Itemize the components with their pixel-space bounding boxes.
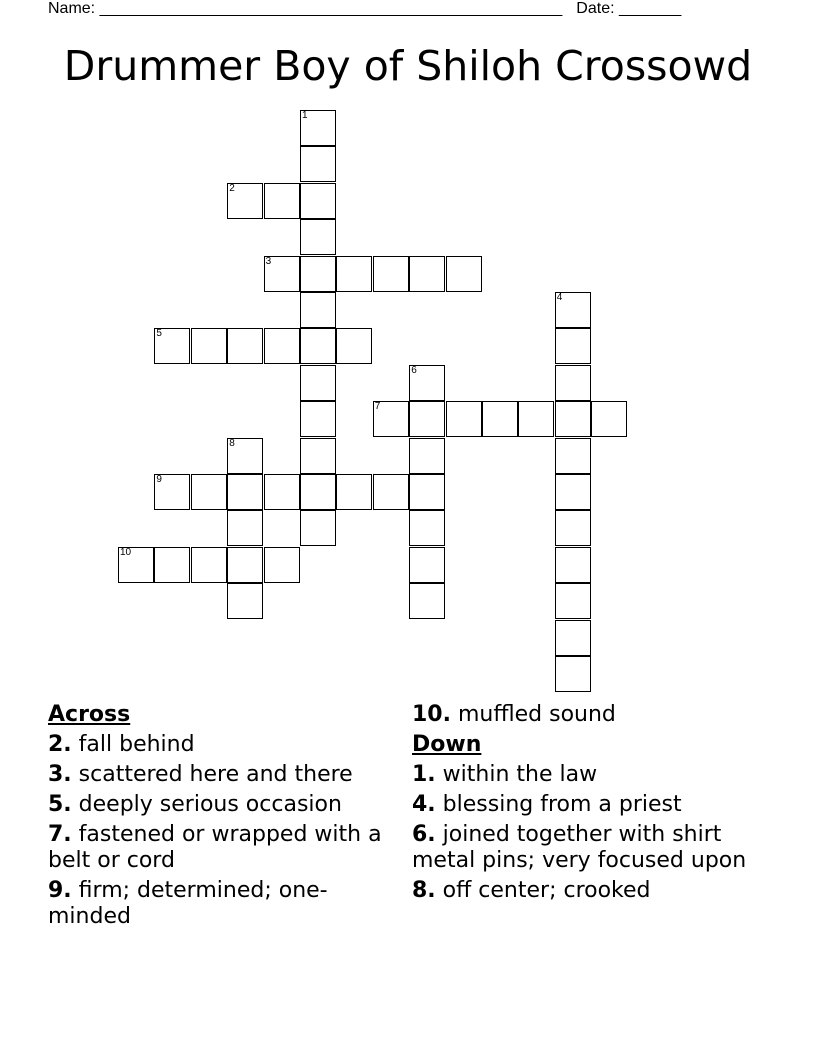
crossword-cell[interactable]	[373, 474, 409, 510]
crossword-cell[interactable]	[227, 547, 263, 583]
clue-across-7	[48, 822, 398, 874]
crossword-cell[interactable]	[300, 146, 336, 182]
crossword-cell[interactable]	[300, 219, 336, 255]
crossword-cell[interactable]	[227, 183, 263, 219]
crossword-cell[interactable]	[227, 438, 263, 474]
crossword-cell[interactable]	[555, 365, 591, 401]
crossword-cell[interactable]	[555, 438, 591, 474]
clue-text: deeply serious occasion	[78, 792, 342, 817]
crossword-cell[interactable]	[191, 547, 227, 583]
crossword-cell[interactable]	[555, 547, 591, 583]
crossword-cell[interactable]	[555, 620, 591, 656]
clue-text: off center; crooked	[442, 878, 651, 903]
clue-number-label: 4	[556, 292, 563, 303]
crossword-cell[interactable]	[591, 401, 627, 437]
clue-number: 5.	[48, 792, 72, 817]
clue-number: 10.	[412, 702, 451, 727]
crossword-cell[interactable]	[300, 292, 336, 328]
crossword-cell[interactable]	[409, 365, 445, 401]
crossword-cell[interactable]	[373, 401, 409, 437]
crossword-cell[interactable]	[300, 328, 336, 364]
crossword-cell[interactable]	[409, 256, 445, 292]
clue-number: 1.	[412, 762, 436, 787]
crossword-cell[interactable]	[518, 401, 554, 437]
crossword-cell[interactable]	[227, 474, 263, 510]
crossword-cell[interactable]	[300, 365, 336, 401]
down-heading: Down	[412, 732, 482, 757]
clue-text: muffled sound	[457, 702, 616, 727]
across-heading: Across	[48, 702, 131, 727]
crossword-cell[interactable]	[118, 547, 154, 583]
crossword-cell[interactable]	[300, 474, 336, 510]
clue-down-8	[412, 878, 782, 904]
crossword-cell[interactable]	[264, 328, 300, 364]
clue-text: joined together with shirt metal pins; very focused upon	[412, 822, 747, 873]
clue-number: 9.	[48, 878, 72, 903]
page-title: Drummer Boy of Shiloh Crossowd	[63, 42, 753, 90]
clue-text: within the law	[442, 762, 598, 787]
clue-down-1	[412, 762, 782, 788]
crossword-cell[interactable]	[409, 474, 445, 510]
crossword-cell[interactable]	[191, 328, 227, 364]
clue-number: 2.	[48, 732, 72, 757]
crossword-cell[interactable]	[373, 256, 409, 292]
clue-across-5	[48, 792, 398, 818]
clue-number-label: 8	[229, 437, 235, 449]
clues-column-left	[48, 702, 398, 934]
crossword-cell[interactable]	[264, 256, 300, 292]
clue-text: firm; determined; one-minded	[48, 878, 328, 929]
crossword-cell[interactable]	[409, 583, 445, 619]
crossword-cell[interactable]	[264, 474, 300, 510]
crossword-cell[interactable]	[482, 401, 518, 437]
clue-number-label: 5	[156, 328, 162, 340]
clue-number: 6.	[412, 822, 436, 847]
clue-number: 4.	[412, 792, 436, 817]
clue-number: 7.	[48, 822, 72, 847]
clue-down-4	[412, 792, 782, 818]
clue-number: 8.	[412, 878, 436, 903]
crossword-cell[interactable]	[555, 474, 591, 510]
crossword-cell[interactable]	[154, 474, 190, 510]
clue-across-9	[48, 878, 398, 930]
crossword-cell[interactable]	[300, 183, 336, 219]
clue-number-label: 3	[265, 255, 272, 267]
crossword-cell[interactable]	[555, 292, 591, 328]
crossword-cell[interactable]	[555, 656, 591, 692]
crossword-cell[interactable]	[336, 256, 372, 292]
clue-text: scattered here and there	[78, 762, 353, 787]
crossword-cell[interactable]	[300, 510, 336, 546]
clue-number-label: 2	[229, 182, 235, 194]
crossword-cell[interactable]	[409, 438, 445, 474]
clue-across-10	[412, 702, 782, 728]
clue-down-6	[412, 822, 782, 874]
crossword-cell[interactable]	[264, 547, 300, 583]
crossword-cell[interactable]	[336, 328, 372, 364]
clue-number-label: 9	[156, 474, 162, 485]
crossword-cell[interactable]	[336, 474, 372, 510]
crossword-cell[interactable]	[409, 510, 445, 546]
clue-across-2	[48, 732, 398, 758]
clue-across-3	[48, 762, 398, 788]
crossword-cell[interactable]	[555, 510, 591, 546]
crossword-cell[interactable]	[300, 401, 336, 437]
crossword-cell[interactable]	[409, 401, 445, 437]
crossword-cell[interactable]	[154, 547, 190, 583]
crossword-cell[interactable]	[191, 474, 227, 510]
clue-text: fastened or wrapped with a belt or cord	[48, 822, 382, 873]
clue-number-label: 10	[120, 546, 132, 558]
crossword-cell[interactable]	[300, 256, 336, 292]
clue-text: blessing from a priest	[442, 792, 682, 817]
clue-number: 3.	[48, 762, 72, 787]
clues-column-right	[412, 702, 782, 908]
crossword-cell[interactable]	[555, 583, 591, 619]
clue-number-label: 6	[411, 364, 417, 376]
crossword-cell[interactable]	[154, 328, 190, 364]
crossword-cell[interactable]	[409, 547, 445, 583]
crossword-cell[interactable]	[227, 583, 263, 619]
crossword-cell[interactable]	[446, 401, 482, 437]
name-field-label[interactable]: Name: ____________________________________________________	[48, 0, 563, 17]
crossword-cell[interactable]	[555, 328, 591, 364]
crossword-cell[interactable]	[227, 328, 263, 364]
crossword-cell[interactable]	[555, 401, 591, 437]
header	[48, 0, 748, 22]
crossword-cell[interactable]	[300, 438, 336, 474]
clue-text: fall behind	[78, 732, 195, 757]
crossword-cell[interactable]	[264, 183, 300, 219]
date-field-label[interactable]: Date: _______	[576, 0, 682, 17]
crossword-cell[interactable]	[446, 256, 482, 292]
crossword-cell[interactable]	[300, 110, 336, 146]
clue-number-label: 1	[302, 110, 308, 121]
crossword-cell[interactable]	[227, 510, 263, 546]
clue-number-label: 7	[374, 401, 381, 413]
